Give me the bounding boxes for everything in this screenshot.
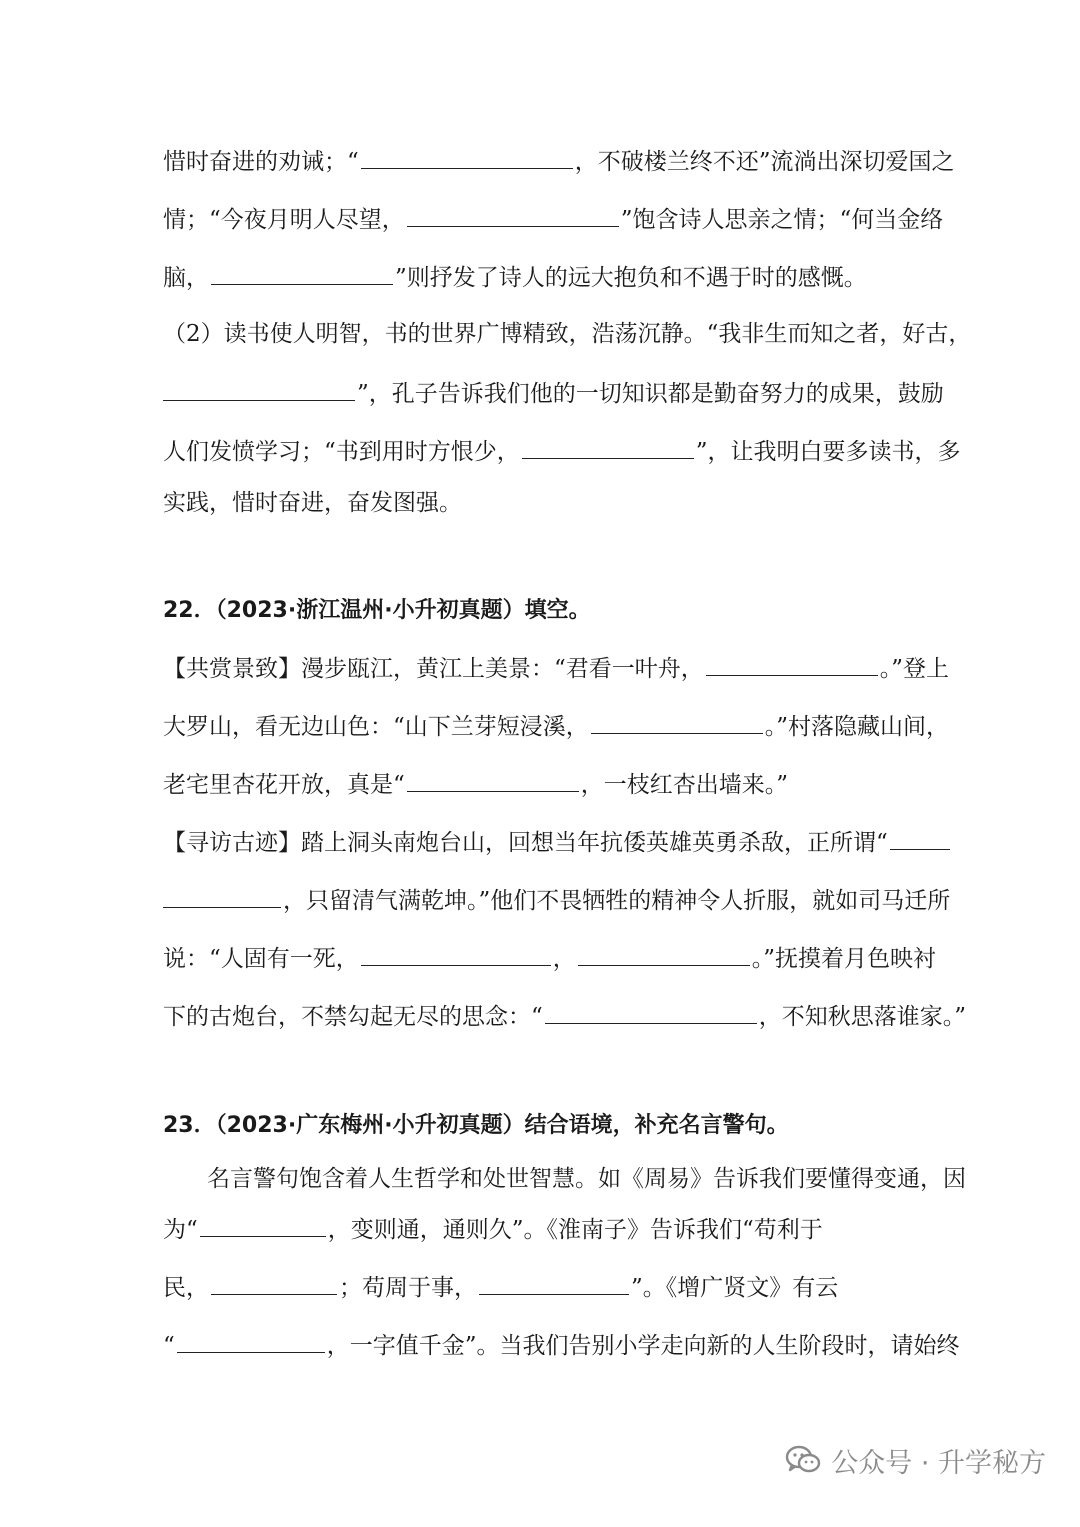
text-line: 大罗山，看无边山色：“山下兰芽短浸溪， 。”村落隐藏山间，: [163, 709, 923, 743]
wechat-icon: [785, 1445, 821, 1475]
question-task: 结合语境，补充名言警句。: [524, 1113, 789, 1138]
text-line: ，只留清气满乾坤。”他们不畏牺牲的精神令人折服，就如司马迁所: [163, 883, 923, 917]
answer-blank[interactable]: [361, 144, 573, 169]
text-line: 惜时奋进的劝诫；“ ，不破楼兰终不还”流淌出深切爱国之: [163, 144, 923, 178]
text-line: “ ，一字值千金”。当我们告别小学走向新的人生阶段时，请始终: [163, 1328, 923, 1362]
text-line: 下的古炮台，不禁勾起无尽的思念：“ ，不知秋思落谁家。”: [163, 999, 923, 1033]
answer-blank[interactable]: [522, 434, 694, 459]
question-number: 22．: [163, 598, 216, 623]
text-line: 人们发愤学习；“书到用时方恨少， ”，让我明白要多读书，多: [163, 434, 923, 468]
text-line: 民， ；苟周于事， ”。《增广贤文》有云: [163, 1270, 923, 1304]
answer-blank[interactable]: [706, 651, 878, 676]
answer-blank[interactable]: [407, 202, 619, 227]
question-23-header: [163, 1110, 923, 1142]
watermark-text: 公众号 · 升学秘方: [831, 1447, 1046, 1479]
answer-blank[interactable]: [890, 825, 950, 850]
answer-blank[interactable]: [211, 260, 393, 285]
answer-blank[interactable]: [479, 1270, 629, 1295]
text-line: 【共赏景致】漫步瓯江，黄江上美景：“君看一叶舟， 。”登上: [163, 651, 923, 685]
question-source: （2023·浙江温州·小升初真题）: [215, 598, 525, 623]
text-line: 说：“人固有一死， ， 。”抚摸着月色映衬: [163, 941, 923, 975]
answer-blank[interactable]: [545, 999, 757, 1024]
text-line: 实践，惜时奋进，奋发图强。: [163, 490, 462, 516]
answer-blank[interactable]: [361, 941, 551, 966]
question-22-header: [163, 595, 923, 627]
answer-blank[interactable]: [591, 709, 763, 734]
text-line: 名言警句饱含着人生哲学和处世智慧。如《周易》告诉我们要懂得变通，因: [207, 1166, 966, 1192]
text-line: 脑， ”则抒发了诗人的远大抱负和不遇于时的感慨。: [163, 260, 923, 294]
question-number: 23．: [163, 1113, 216, 1138]
text-line: 【寻访古迹】踏上洞头南炮台山，回想当年抗倭英雄英勇杀敌，正所谓“: [163, 825, 923, 859]
text-line: 为“ ，变则通，通则久”。《淮南子》告诉我们“苟利于: [163, 1212, 923, 1246]
text-line: ”，孔子告诉我们他的一切知识都是勤奋努力的成果，鼓励: [163, 376, 923, 410]
answer-blank[interactable]: [200, 1212, 326, 1237]
watermark: [785, 1440, 1046, 1480]
answer-blank[interactable]: [177, 1328, 325, 1353]
answer-blank[interactable]: [163, 376, 355, 401]
answer-blank[interactable]: [163, 883, 281, 908]
answer-blank[interactable]: [578, 941, 750, 966]
question-source: （2023·广东梅州·小升初真题）: [215, 1113, 525, 1138]
question-task: 填空。: [524, 598, 591, 623]
answer-blank[interactable]: [211, 1270, 337, 1295]
answer-blank[interactable]: [407, 767, 579, 792]
text-line: 情；“今夜月明人尽望， ”饱含诗人思亲之情；“何当金络: [163, 202, 923, 236]
text-line: （2）读书使人明智，书的世界广博精致，浩荡沉静。“我非生而知之者，好古，: [163, 321, 972, 347]
text-line: 老宅里杏花开放，真是“ ，一枝红杏出墙来。”: [163, 767, 923, 801]
